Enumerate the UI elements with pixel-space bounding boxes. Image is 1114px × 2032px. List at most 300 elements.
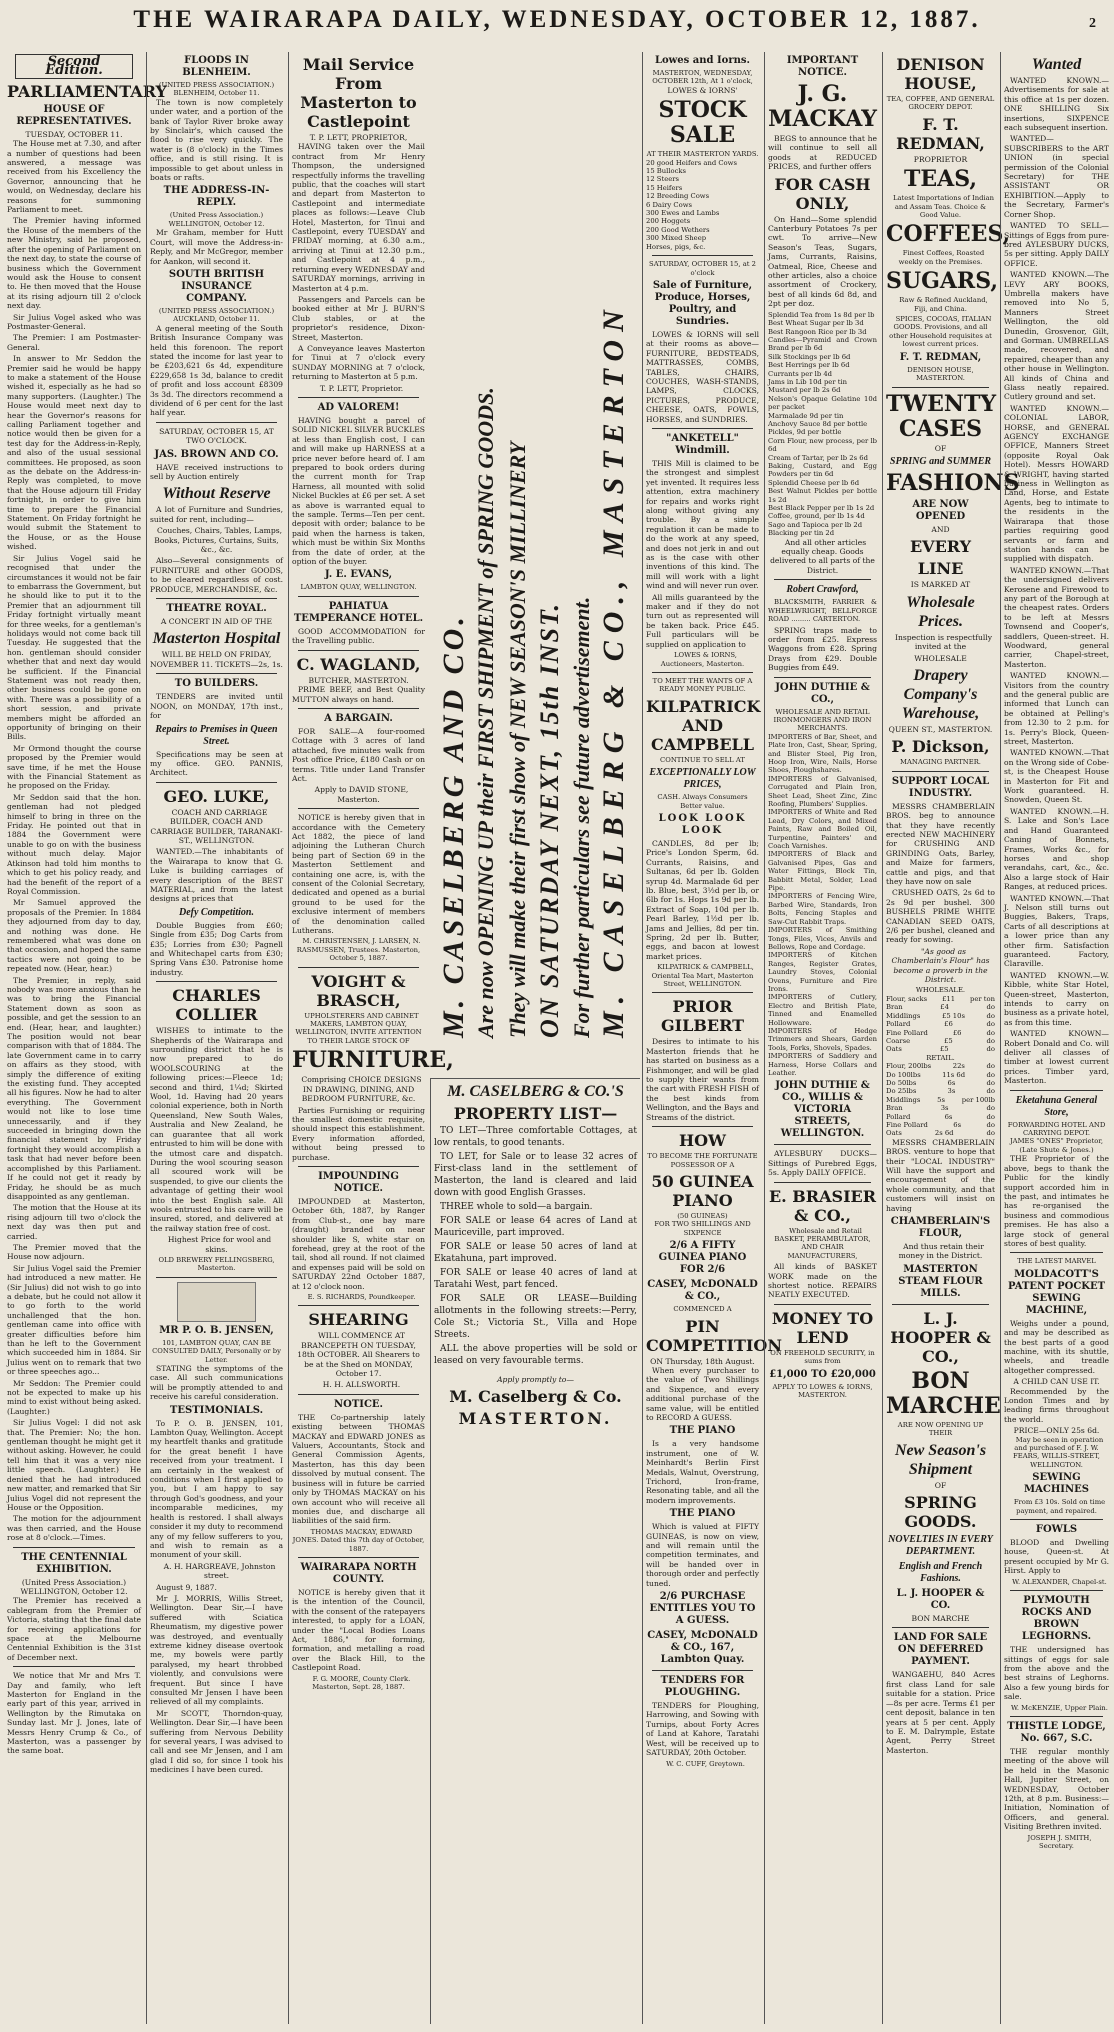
divider [652,1670,753,1671]
sewing-machines: SEWING MACHINES [1024,1472,1089,1496]
ad-text: A lot of Furniture and Sundries, suited for rent, including— [150,505,283,524]
ad-text: Also—Several consignments of FURNITURE and other GOODS, to be cleared regardless of cost. PRODUCE, MERCHANDISE, &c. [150,556,283,594]
divider [1010,1252,1103,1253]
money-sub: ON FREEHOLD SECURITY, in sums from [770,1348,875,1366]
jensen-name: MR P. O. B. JENSEN, [159,1324,274,1336]
ad-text: WANGAEHU, 840 Acres first class Land for sale suitable for a station. Price—8s per acre. Terms £1 per cent deposit, balance in ten years at 5 per cent. Apply to E. M. Dalrymple, Estate Agent, Perry Street Masterton. [886,1670,995,1755]
new-season-shipment: New Season's Shipment [894,1441,987,1478]
article-paragraph: The Premier moved that the House now adjourn. [7,1242,141,1262]
divider [1010,1590,1103,1591]
divider [892,1304,989,1305]
property-item: TO LET, for Sale or to lease 32 acres of First-class land in the settlement of Masterton, the land is cleared and laid down with good English Grasses. [434,1152,637,1198]
price-cell: Flour, 200lbs [886,1062,932,1071]
wanted-ad: WANTED KNOWN.—COLONIAL LABOR, HORSE, and GENERAL AGENCY EXCHANGE OFFICE, Manners Street (opposite Royal Oak Hotel). Messrs HOWARD & WRIGHT, having started business in Wellington as Land, Horse, and Estate Agents, beg to intimate to the residents in the Wairarapa that those parties requiring good servants or farm and station hands can be supplied with dispatch. [1004,403,1109,564]
divider [652,255,753,256]
fowls-heading: FOWLS [1035,1524,1078,1536]
price-row [886,1104,995,1112]
stock-sale-heading: STOCK SALE [658,97,747,149]
price-row [886,1062,995,1070]
opening-line: ARE NOW OPENING UP THEIR [897,1420,984,1438]
vertical-line: ON SATURDAY NEXT, 15th INST. [535,601,564,1038]
pocket-machine: MOLDACOTT'S PATENT POCKET SEWING MACHINE, [1007,1268,1106,1316]
ad-text: Parties Furnishing or requiring the smallest domestic requisite, should inspect this establishment. Every information afforded, without being pressed to purchase. [292,1105,425,1162]
low-prices: EXCEPTIONALLY LOW PRICES, [649,767,756,791]
plymouth-heading: PLYMOUTH ROCKS AND BROWN LEGHORNS. [1021,1595,1092,1643]
redman-signature: F. T. REDMAN, [899,351,982,363]
ad-text: WANTED.—The inhabitants of the Wairarapa to know that G. Luke is building carriages of every description of the BEST MATERIAL, and from the latest designs at prices that [150,847,283,904]
divider [298,397,419,398]
price-cell: do [986,1104,995,1113]
vertical-line: M. CASELBERG AND CO. [437,613,470,1038]
article-paragraph: The Premier having informed the House of the members of the new Ministry, said he proposed, after the opening of Parliament on the next day, to state the course of business which the Government would ask the House to consent to. He then moved that the House at its rising adjourn till 2 o'clock next day. [7,216,141,311]
column-6 [764,52,880,2024]
eketahuna-heading: Eketahuna General Store, [1015,1094,1098,1118]
kilpatrick-heading: KILPATRICK AND CAMPBELL [646,696,761,754]
ad-text: CRUSHED OATS, 2s 6d to 2s 9d per bushel. 300 BUSHELS PRIME WHITE CANADIAN SEED OATS, 2/6 per bushel, cleaned and ready for sowing. [886,888,995,945]
testimonial: Mr J. MORRIS, Willis Street, Wellington. Dear Sir,—I have suffered with Sciatica Rheumatism, my digestive power was destroyed, and eventually extreme kidney disease overtook me, my bowels were partly paralysed, my heart throbbed violently, and convulsions were frequent. But since I have consulted Mr Jensen I have been relieved of all my complaints. [150,1593,283,1707]
price-cell: do [986,1087,995,1096]
brasier-name: E. BRASIER & CO., [768,1186,877,1225]
ad-signature: W. McKENZIE, Upper Plain. [1011,1703,1108,1712]
divider [298,808,419,809]
wanted-ad: WANTED KNOWN.—Visitors from the country and the general public are informed that Lunch can be obtained at Pelling's from 12.30 to 2 p.m. for 1s. Perry's Block, Queen-street, Masterton. [1004,671,1109,747]
wanted-ad: WANTED KNOWN.—Advertisements for sale at this office at 1s per dozen. ONE SHILLING Six insertions, SIXPENCE each subsequent insertion. [1004,76,1109,133]
voight-name: VOIGHT & BRASCH, [311,971,406,1010]
mail-service-heading: Mail Service From Masterton to Castlepoint [300,55,417,131]
ad-signature: H. H. ALLSWORTH. [322,1380,401,1390]
price-cell: do [986,1036,995,1045]
price-row [886,1003,995,1011]
price-row [886,1037,995,1045]
ad-text: WILL COMMENCE AT BRANCEPETH ON TUESDAY, 18th OCTOBER. All Shearers to be at the Shed on MONDAY, October 17. [297,1331,420,1379]
jensen-address: 101, LAMBTON QUAY, CAN BE CONSULTED DAILY, Personally or by Letter. [152,1338,281,1364]
price-row [886,1045,995,1053]
ad-text: Is a very handsome instrument, one of W. Meinhardt's Berlin First Medals, Walnut, Overstrung, Trichord, Iron-frame, Resonating table, and all the modern improvements. [646,1439,759,1505]
ad-text: THIS Mill is claimed to be the strongest and simplest yet invented. It requires less attention, extra machinery for repairs and works right along without giving any trouble. By a simple regulation it can be made to do the work at any speed, and does not jerk in and out as is the case with other inventions of this kind. The mill will work with a light wind and will never run over. [646,458,759,591]
column-2 [146,52,286,2024]
caselberg-town: MASTERTON. [458,1409,613,1429]
divider [774,677,871,678]
address-heading: THE ADDRESS-IN-REPLY. [163,185,270,209]
casey-name: CASEY, McDONALD & CO., [647,1279,758,1303]
look-heading: LOOK LOOK LOOK [658,812,747,836]
ad-text: When every purchaser to the value of Two Shillings and Sixpence, and every additional purchase of the same value, will be entitled to RECORD A GUESS. [646,1365,759,1422]
price-cell: do [986,1129,995,1138]
ad-text: All kinds of BASKET WORK made on the shortest notice. REPAIRS NEATLY EXECUTED. [768,1262,877,1300]
edition-label: Second Edition. [15,54,133,79]
mail-owner: T. P. LETT, PROPRIETOR, [309,133,408,142]
divider [774,579,871,580]
hotel-heading: PAHIATUA TEMPERANCE HOTEL. [293,600,424,624]
price-cell: 6s [953,1120,962,1129]
price-cell: 11s 6d [942,1070,966,1079]
masthead-title: THE WAIRARAPA DAILY, WEDNESDAY, OCTOBER 12, 1887. [133,6,981,33]
money-to-lend: MONEY TO LEND [771,1308,874,1347]
divider [298,967,419,968]
ad-text: THE regular monthly meeting of the above will be held in the Masonic Hall, Jupiter Street, on WEDNESDAY, October 12th, at 8 p.m. Business:—Initiation, Nomination of Officers, and general. Visiting Brethren invited. [1004,1746,1109,1832]
novelties: NOVELTIES IN EVERY DEPARTMENT. [888,1534,993,1558]
vertical-line: M. CASELBERG & CO., MASTERTON [597,302,630,1038]
insurance-heading: SOUTH BRITISH INSURANCE COMPANY. [168,268,265,304]
support-heading: SUPPORT LOCAL INDUSTRY. [891,775,990,799]
ad-text: TENDERS are invited until NOON, on MONDAY, 17th inst., for [150,692,283,721]
wanted-ad: WANTED TO SELL—Sittings of Eggs from pure-bred AYLESBURY DUCKS, 5s per sitting. Apply DAILY OFFICE. [1004,221,1109,268]
ad-signature: KILPATRICK & CAMPBELL, Oriental Tea Mart, Masterton Street, WELLINGTON. [651,963,754,989]
column-8 [1000,52,1112,2024]
divider [156,598,277,599]
county-heading: WAIRARAPA NORTH COUNTY. [300,1561,417,1585]
spring-goods: SPRING GOODS. [904,1493,977,1532]
coffees-heading: COFFEES, [886,221,1011,248]
dateline: WELLINGTON, October 12. [168,219,265,228]
line-word: LINE [917,559,964,579]
article-paragraph: Mr Seddon: The Premier could not be expected to make up his mind to exist without being asked. (Laughter.) [7,1378,141,1416]
date-line: TUESDAY, OCTOBER 11. [25,129,123,139]
tenders-heading: TENDERS FOR PLOUGHING. [660,1675,745,1699]
ad-text: STATING the symptoms of the case. All such communications will be promptly attended to and receive his careful consideration. [150,1364,283,1402]
eketahuna-proprietor: JAMES "ONES" Proprietor, (Late Shute & Jones.) [1009,1137,1104,1154]
wanted-ad: WANTED KNOWN.—That the undersigned delivers Kerosene and Firewood to any part of the Borough at the cheapest rates. Orders to be left at Messrs Townsend and Cooper's, saddlers, Queen-street. H. Woodward, general carrier, Chapel-street, Masterton. [1004,565,1109,669]
notice-text: THE Co-partnership lately existing between THOMAS MACKAY and EDWARD JONES as Valuers, Accountants, Stock and General Commission Agents, Masterton, has this day been dissolved by mutual consent. The business will in future be carried only by THOMAS MACKAY on his own account who will receive all monies due, and discharge all liabilities of the said firm. [292,1412,425,1526]
thistle-heading: THISTLE LODGE, No. 667, S.C. [1007,1720,1106,1744]
ad-text: Passengers and Parcels can be booked either at Mr J. BURN'S Club stables, or at the proprietor's residence, Dixon-Street, Masterton. [292,294,425,342]
sugars-heading: SUGARS, [886,268,998,295]
ad-text: HAVE received instructions to sell by Auction entirely [150,462,283,481]
divider [298,1557,419,1558]
latest-marvel: THE LATEST MARVEL [1017,1257,1096,1266]
denison-house: DENISON HOUSE, [896,55,985,93]
article-paragraph: Mr Ormond thought the course proposed by the Premier would save time, if he met the House with the Financial Statement as he proposed on the Friday. [7,743,141,791]
ad-text: MESSRS CHAMBERLAIN BROS. venture to hope that their "LOCAL INDUSTRY" Will have the support and encouragement of the whole community, and that customers will insist on having [886,1137,995,1213]
divider [156,422,277,423]
divider [298,1305,419,1306]
divider [156,673,277,674]
brewery-address: OLD BREWERY FELLINGSBERG, Masterton. [158,1255,275,1273]
divider [13,1547,135,1548]
notice-text: NOTICE is hereby given that in accordance with the Cemetery Act 1882, the piece of land adjoining the Lutheran Church being part of Section 69 in the Masterton Settlement and containing one acre, is, with the consent of the Colonial Secretary, dedicated and opened as a burial ground to be used for the exclusive interment of members of the denomination called Lutherans. [292,813,425,936]
become-line: TO BECOME THE FORTUNATE POSSESSOR OF A [647,1152,758,1169]
ad-text: And all other articles equally cheap. Goods delivered to all parts of the District. [770,537,875,575]
divider [774,1304,871,1305]
wanted-heading: Wanted [1031,56,1082,73]
price-cell: 22s [952,1062,965,1071]
testimonial: Mr SCOTT, Thorndon-quay, Wellington. Dear Sir,—I have been suffering from Nervous Debility for several years, I was advised to call and see Mr Jensen, and I am glad I did so, for since I took his medicines I have been cured. [150,1708,283,1775]
price-cell: 6s [947,1078,956,1087]
price-cell: £5 10s [942,1011,965,1020]
commenced-line: COMMENCED A [673,1305,732,1314]
price-cell: Do 25lbs [886,1087,917,1096]
proprietor: PROPRIETOR [913,154,968,164]
price-cell: 6s [944,1112,953,1121]
ad-text: COACH AND CARRIAGE BUILDER, COACH AND CARRIAGE BUILDER, TARANAKI-ST., WELLINGTON. [150,807,283,845]
ad-text: AYLESBURY DUCKS—Sittings of Purebred Eggs, 5s. Apply DAILY OFFICE. [768,1149,877,1178]
article-paragraph: The Premier, in reply, said nobody was more anxious than he was to bring the Financial Statement down as soon as possible, and get the session to an end. (Hear, hear, and laughter.) The position would not bear comparison with that of 1884. The late Government came in to carry on affairs as they stood, with simply the difference of exiting the existing fund. They accepted all his figures. Now he had to alter everything. The Government would not like to lose time unnecessarily, and if they succeeded in bringing down the financial statement by Friday fortnight they would accomplish a task that had never before been accomplished by this Parliament. If he could not get it ready by Friday, he should be as much disappointed as any gentleman. [7,975,141,1201]
article-paragraph: Sir Julius Vogel said he recognised that under the circumstances it would not be fair to embarrass the Government, but he should like to put it to the Premier that an adjournment till Friday fortnight virtually meant for three weeks, for a gentleman's holidays would not come back till Tuesday. He suggested that the hon. gentleman should consider whether that and next day would be sufficient. If the Financial Statement was not ready then, other business could be gone on with. There was a possibility of a short session, and private members might be afforded an opportunity of bringing on their Bills. [7,553,141,742]
ad-text: Recommended by the London Times and by leading firms throughout the world. [1004,1386,1109,1424]
divider [13,1666,135,1667]
price-cell: £5 [939,1045,949,1054]
guinea-piano: 50 GUINEA PIANO [651,1171,754,1210]
ad-text: TENDERS for Ploughing, Harrowing, and Sowing with Turnips, about Forty Acres of Land at Kahore, Taratahi West, will be received up to SATURDAY, 20th October. [646,1701,759,1758]
column-1 [4,52,167,2024]
ad-text: BLACKSMITH, FARRIER & WHEELWRIGHT, BELLFORGE ROAD ......... CARTERTON. [768,598,877,624]
apply-line: Apply promptly to— [497,1375,574,1384]
crawford-name: Robert Crawford, [786,584,859,596]
price-row [886,1113,995,1121]
price-cell: £5 [944,1036,953,1045]
price-row [886,1087,995,1095]
divider [156,1277,277,1278]
article-paragraph: Mr Seddon said that the hon. gentleman had not pledged himself to bring in three on the Friday. He pointed out that in 1884 the Government were unable to go on with the business without much delay. Major Atkinson had told him months to which to get his policy ready, and had the benefit of the report of a Royal Commission. [7,792,141,896]
house-heading: HOUSE OF REPRESENTATIVES. [16,103,132,127]
hospital-name: Masterton Hospital [152,630,281,648]
ad-text: THE Proprietor of the above, begs to thank the Public for the kindly support accorded him in the past, and intimates he has re-organised the business and commodious premises. He has also a large stock of general stores of best quality. [1004,1154,1109,1248]
wanted-ad: WANTED KNOWN.—W. Kibble, white Star Hotel, Queen-street, Masterton, intends to carry on business as a private hotel, as from this time. [1004,970,1109,1027]
ad-text: SPRING traps made to order from £25. Express Waggons from £28. Spring Drays from £29. Double Buggies from £49. [768,625,877,673]
without-reserve: Without Reserve [162,485,271,503]
dateline: WELLINGTON, October 12. [20,1586,128,1596]
ad-text: CANDLES, 8d per lb; Price's London Sperm, 6d. Currants, Raisins, and Sultanas, 6d per lb. Golden syrup 4d. Marmalade 6d per lb. Blue, best, 3½d per lb, or 6lb for 1s. Hops 1s 9d per lb. Extract of Soap, 10d per lb. Pearl Barley, 1½d per lb. Jams and Jellies, 8d per tin. Spring, 2d per lb. Butter, eggs, and bacon at lowest market prices. [646,838,759,961]
bon-marche-signature: BON MARCHE [911,1614,970,1624]
ad-signature: Apply to DAVID STONE, Masterton. [314,785,409,804]
ad-text: Wholesale and Retail BASKET, PERAMBULATOR, AND CHAIR MANUFACTURERS, [774,1226,871,1260]
ad-text: A Conveyance leaves Masterton for Tinui at 7 o'clock every SUNDAY MORNING at 7 o'clock, returning to Masterton at 5 p.m. [292,343,425,382]
divider [652,992,753,993]
denison-address: DENISON HOUSE, MASTERTON. [907,365,974,383]
advalorem-heading: AD VALOREM! [317,401,400,413]
ad-text: Inspection is respectfully invited at the [894,632,993,652]
two-shillings: FOR TWO SHILLINGS AND SIXPENCE [654,1220,751,1237]
ad-text: Specifications may be seen at my office. GEO. PANNIS, Architect. [150,749,283,778]
property-item: ALL the above properties will be sold or leased on very favourable terms. [434,1344,637,1366]
cash-only: FOR CASH ONLY, [774,174,871,213]
property-item: FOR SALE or lease 64 acres of Land at Mauriceville, part improved. [434,1216,637,1238]
repairs-line: Repairs to Premises in Queen Street. [155,723,278,747]
wholesale-word: WHOLESALE [914,653,967,663]
price-cell: Do 100lbs [886,1070,921,1079]
divider [298,650,419,651]
parliament-heading: PARLIAMENTARY [7,81,167,101]
evans-name: J. E. EVANS, [324,569,393,581]
redman-name: F. T. REDMAN, [896,114,985,153]
every-word: EVERY [909,537,972,557]
voight-sub: UPHOLSTERERS AND CABINET MAKERS, LAMBTON QUAY, WELLINGTON, INVITE ATTENTION TO THEIR LARGE STOCK OF [295,1011,422,1045]
pin-competition: PIN COMPETITION [646,1316,782,1355]
testimonial-date: August 9, 1887. [156,1582,217,1592]
price-list: Splendid Tea from 1s 8d per lb Best Wheat Sugar per lb 3d Best Rangoon Rice per lb 3d Candles—Pyramid and Crown Brand per lb 6d Silk Stockings per lb 6d Best Herrings per lb 6d Currants per lb 4d Jams in Lib 10d per tin Mustard per lb 2s 6d Nelson's Opaque Gelatine 10d per packet Marmalade 9d per tin Anchovy Sauce 8d per bottle Pickles, 9d per bottle Corn Flour, new process, per lb 6d Cream of Tartar, per lb 2s 6d Baking, Custard, and Egg Powders per tin 6d Splendid Cheese per lb 6d Best Walnut Pickles per bottle 1s 2d Best Black Pepper per lb 1s 2d Coffee, ground, per lb 1s 4d Sago and Tapioca per lb 2d Blacking per tin 2d [768,310,877,538]
ad-text: Latest Importations of Indian and Assam Teas. Choice & Good Value. [892,194,995,220]
notice-heading: NOTICE. [333,1398,384,1410]
luke-name: GEO. LUKE, [163,786,270,806]
teas-heading: TEAS, [904,166,977,193]
price-cell: Bran [886,1104,903,1113]
impounding-heading: IMPOUNDING NOTICE. [318,1170,399,1194]
notice-signature: M. CHRISTENSEN, J. LARSEN, N. RASMUSSEN, Trustees. Masterton, October 5, 1887. [296,937,421,963]
sale-heading: Sale of Furniture, Produce, Horses, Poultry, and Sundries. [652,279,753,327]
duthie-name: JOHN DUTHIE & CO., [775,681,870,705]
price-cell: Do 50lbs [886,1078,917,1087]
dickson-name: P. Dickson, [891,737,990,757]
mill-heading: MASTERTON STEAM FLOUR MILLS. [898,1263,983,1299]
price-cell: do [986,1045,995,1054]
masthead [0,6,1114,46]
sale-date: SATURDAY, OCTOBER 15, AT TWO O'CLOCK. [159,426,274,446]
price-line: PRICE—ONLY 25s 6d. [1013,1426,1100,1436]
price-cell: Middlings [886,1095,921,1104]
column-5 [642,52,782,2024]
divider [652,1126,753,1127]
vertical-line: For further particulars see future advertisement. [569,596,594,1038]
price-cell: 3s [940,1104,949,1113]
article-paragraph: The Premier has received a cablegram from the Premier of Victoria, stating that the final date for receiving applications for space at the Melbourne Centennial Exhibition is the 31st of December next. [7,1596,141,1662]
wagland-name: C. WAGLAND, [296,654,421,674]
ad-text: From £3 10s. Sold on time payment, and repaired. [1013,1498,1106,1515]
price-cell: Bran [886,1003,903,1012]
press-credit: (United Press Association.) [169,211,264,220]
retail-price-table [886,1062,995,1138]
price-cell: Oats [886,1045,902,1054]
testimonials-heading: TESTIMONIALS. [169,1404,264,1416]
dateline: AUCKLAND, October 11. [173,315,260,324]
ad-text: FOR SALE—A four-roomed Cottage with 3 acres of land attached, five minutes walk from Post office Price, £180 Cash or on terms. Title under Land Transfer Act. [292,726,425,783]
concert-line: A CONCERT IN AID OF THE [160,617,273,627]
price-cell: do [986,1003,995,1012]
ad-text: On Hand—Some splendid Canterbury Potatoes 7s per cwt. To arrive—New Season's Teas, Sugars, Jams, Currants, Raisins, Oatmeal, Rice, Cheese and other articles, also a choice assortment of Crockery, best of all kinds 6d 8d, and 2pt per doz. [768,214,877,309]
article-paragraph: Sir Julius Vogel: I did not ask that. The Premier: No; the hon. gentleman thought he might get it without asking. However, he could tell him that it was a very nice little speech. (Laughter.) He denied that he had introduced new matter, and remarked that Sir Julius Vogel did not represent the House or the Opposition. [7,1418,141,1512]
wanted-ad: WANTED—SUBSCRIBERS to the ART UNION (in special permission of the Colonial Secretary) for THE ASSISTANT OR EXHIBITION.—Apply to the Secretary, Farmer's Corner Shop. [1004,134,1109,219]
price-cell: £6 [944,1020,953,1029]
drapery-heading: Drapery Company's Warehouse, [901,666,980,722]
article-paragraph: Mr Graham, member for Hutt Court, will move the Address-in-Reply, and Mr McGregor, member for Aankon, will second it. [150,228,283,266]
stock-list: 20 good Heifers and Cows 15 Bullocks 12 Steers 15 Heifers 12 Breeding Cows 6 Dairy Cows 300 Ewes and Lambs 200 Hoggets 200 Good Wethers 300 Mixed Sheep [646,158,737,243]
property-item: TO LET—Three comfortable Cottages, at low rentals, to good tenants. [434,1126,637,1148]
purchase-line: 2/6 PURCHASE ENTITLES YOU TO A GUESS. [649,1591,756,1627]
hooper-signature: L. J. HOOPER & CO. [896,1588,985,1612]
land-heading: LAND FOR SALE ON DEFERRED PAYMENT. [893,1632,988,1668]
price-cell: £6 [952,1028,962,1037]
how-heading: HOW [678,1131,727,1151]
ad-text: Desires to intimate to his Masterton friends that he has started on business as a Fishmonger, and will be glad to supply their wants from the cart with FRESH FISH of the best kinds from Wellington, and the Bays and Streams of the district. [646,1037,759,1122]
ad-signature: E. S. RICHARDS, Poundkeeper. [307,1293,416,1301]
ad-text: And thus retain their money in the District. [898,1242,984,1261]
dateline: BLENHEIM, October 11. [173,89,260,98]
price-cell: Pollard [886,1112,911,1121]
ad-text: All mills guaranteed by the maker and if they do not turn out as represented will be taken back. Price £45. Full particulars will be supplied on application to [646,592,759,649]
price-cell: Coarse [886,1036,911,1045]
ad-text: WISHES to intimate to the Shepherds of the Wairarapa and surrounding district that he is now prepared to do WOOLSCOURING at the following prices:—Fleece 1d; second and third, 1¼d; Skirted Wool, 1d. Having had 20 years colonial experience, both in North Queensland, New South Wales, Australia and New Zealand, he can guarantee that all work entrusted to him will be done with the utmost care and dispatch. During the wool scouring season all scoured work will be suspended, to give our clients the advantage of getting their wool into the best English sale. All wools entrusted to his care will be insured, stored, and delivered at the railway station free of cost. [150,1026,283,1233]
article-paragraph: The motion for the adjournment was then carried, and the House rose at 8 o'clock.—Times. [7,1514,141,1543]
bargain-heading: A BARGAIN. [324,712,393,724]
sale-date: MASTERTON, WEDNESDAY, OCTOBER 12th, At 1 o'clock, [652,69,753,86]
divider [156,782,277,783]
wholesale-table-heading: WHOLESALE. [915,986,966,995]
divider [774,1182,871,1183]
price-cell: do [986,1020,995,1029]
wanted-ad: WANTED KNOWN.—H. S. Lake and Son's Lace and Hand Guaranteed Caning of Bonnets, Frames, Works &c., for horses and shop verandahs, cart, &c., &c. Also a large stock of Hair Ranges, at reduced prices. [1004,806,1109,892]
divider [892,771,989,772]
price-cell: Pollard [886,1020,911,1029]
price-cell: Fine Pollard [886,1028,928,1037]
price-cell: £4 [940,1003,949,1012]
wholesale-price-table [886,995,995,1054]
bon-marche: BON MARCHE [886,1367,1001,1419]
testimonial: To P. O. B. JENSEN, 101, Lambton Quay, Wellington. Accept my heartfelt thanks and gratitude for the great benefit I have received from your treatment. I am certainly in the weakest of conditions when I first applied to you, but I am happy to say through God's goodness, and your incomparable medicines, my health is restored. I shall always consider it my duty to recommend any of my fellow sufferers to you, and wish to remain as a monument of your skill. [150,1418,283,1560]
windmill-heading: "ANKETELL" Windmill. [666,432,739,456]
fifty-guinea: 2/6 A FIFTY GUINEA PIANO FOR 2/6 [658,1240,747,1276]
price-row [886,1129,995,1137]
and-word: AND [931,524,950,534]
twenty-cases: TWENTY CASES [886,390,997,442]
stock-more: Horses, pigs, &c. [646,242,706,251]
price-row [886,1012,995,1020]
ad-text: May be seen in operation and purchased of F. J. W. FEARS, WILLIS-STREET, WELLINGTON. [1013,1435,1104,1469]
money-signature: APPLY TO LOWES & IORNS, MASTERTON. [772,1382,873,1400]
duthie-sub: WHOLESALE AND RETAIL IRONMONGERS AND IRON MERCHANTS. [773,707,872,733]
ad-text: IMPOUNDED at Masterton, October 6th, 1887, by Ranger from Club-st., one bay mare (draught) branded on near shoulder like S, white star on forehead, grey at the root of the tail, shod all round. If not claimed and expenses paid will be sold on SATURDAY 22nd October 1887, at 12 o'clock noon. [292,1196,425,1291]
fashions-line: English and French Fashions. [898,1561,983,1585]
shearing-heading: SHEARING [308,1310,409,1330]
price-cell: per ton [970,994,995,1003]
floods-heading: FLOODS IN BLENHEIM. [182,55,251,78]
ad-text: THE undersigned has sittings of eggs for sale from the above and the best strains of Leghorns. Also a few young birds for sale. [1004,1645,1109,1702]
eketahuna-sub: FORWARDING HOTEL AND CARRYING DEPOT. [1007,1120,1106,1138]
divider [652,672,753,673]
property-item: THREE whole to sold—a bargain. [440,1202,593,1212]
price-cell: do [986,1011,995,1020]
ad-text: Highest Price for wool and skins. [167,1235,272,1254]
price-row [886,1079,995,1087]
vertical-line: They will make their first show of NEW SEASON'S MILLINERY [505,441,530,1038]
ad-text: Which is valued at FIFTY GUINEAS, is now on view, and will remain until the competition terminates, and will be handed over in thorough order and perfectly tuned. [646,1522,759,1588]
price-row [886,1020,995,1028]
ad-signature: W. C. CUFF, Greytown. [666,1759,745,1768]
price-cell: 5s [937,1095,945,1104]
wanted-ad: WANTED KNOWN.—That on the Wrong side of Cobe-st, is the Cheapest House in Masterton for Fit and Work guaranteed. H. Snowden, Queen St. [1004,748,1109,805]
divider [1010,1716,1103,1717]
price-cell: Oats [886,1129,902,1138]
price-cell: £11 [942,994,956,1003]
price-cell: Fine Pollard [886,1120,928,1129]
divider [892,387,989,388]
furniture-heading: FURNITURE, [292,1047,454,1074]
price-cell: do [986,1112,995,1121]
ad-text: Weighs under a pound, and may be described as the best parts of a good machine, with its shuttle, wheels, and treadle altogether compressed. [1004,1318,1109,1375]
defy-competition: Defy Competition. [179,906,254,918]
marked-at: IS MARKED AT [910,580,971,590]
price-cell: Flour, sacks [886,994,928,1003]
mackay-name: J. G. MACKAY [768,81,877,132]
divider [774,1144,871,1145]
divider [298,708,419,709]
denison-sub: TEA, COFFEE, AND GENERAL GROCERY DEPOT. [886,95,995,112]
managing-partner: MANAGING PARTNER. [900,758,981,767]
sale-date: SATURDAY, OCTOBER 15, at 2 o'clock [649,260,756,277]
divider [1010,1090,1103,1091]
ad-signature: T. P. LETT, Proprietor. [319,383,404,393]
article-paragraph: Sir Julius Vogel asked who was Postmaster-General. [7,312,141,331]
ad-text: Double Buggies from £60; Single from £35; Dog Carts from £35; Lorries from £30; Pagnell and Whitechapel carts from £30; Spring Vans £30. Patronise home industry. [150,920,283,977]
ad-text: BEGS to announce that he will continue to sell all goods at REDUCED PRICES, and further offers [768,134,877,172]
property-item: FOR SALE or lease 40 acres of land at Taratahi West, part fenced. [434,1268,637,1290]
concert-date: WILL BE HELD ON FRIDAY, NOVEMBER 11. TICKETS—2s, 1s. [150,650,283,669]
stock-sale-sub: AT THEIR MASTERTON YARDS. [646,150,759,159]
notice-text: NOTICE is hereby given that it is the intention of the Council, with the consent of the ratepayers interested, to apply for a LOAN, under the "Local Bodies Loans Act, 1886," for forming, formation, and metalling a road over the Black Hill, to the Castlepoint Road. [292,1587,425,1673]
duthie-signature: JOHN DUTHIE & CO., WILLIS & VICTORIA STREETS, WELLINGTON. [775,1080,870,1140]
notice-signature: THOMAS MACKAY, EDWARD JONES. Dated this 7th day of October, 1887. [292,1527,425,1553]
price-cell: do [986,1028,995,1037]
wholesale-prices: Wholesale Prices. [906,593,975,630]
article-paragraph: Sir Julius Vogel said the Premier had introduced a new matter. He (Sir Julius) did not wish to go into a debate, but he could not allow it to go forth to the world unchallenged that the hon. gentleman came into office with greater difficulties before him than he left to the Government which succeeded him in 1884. Sir Julius went on to remark that two or three speeches ago... [7,1263,141,1377]
